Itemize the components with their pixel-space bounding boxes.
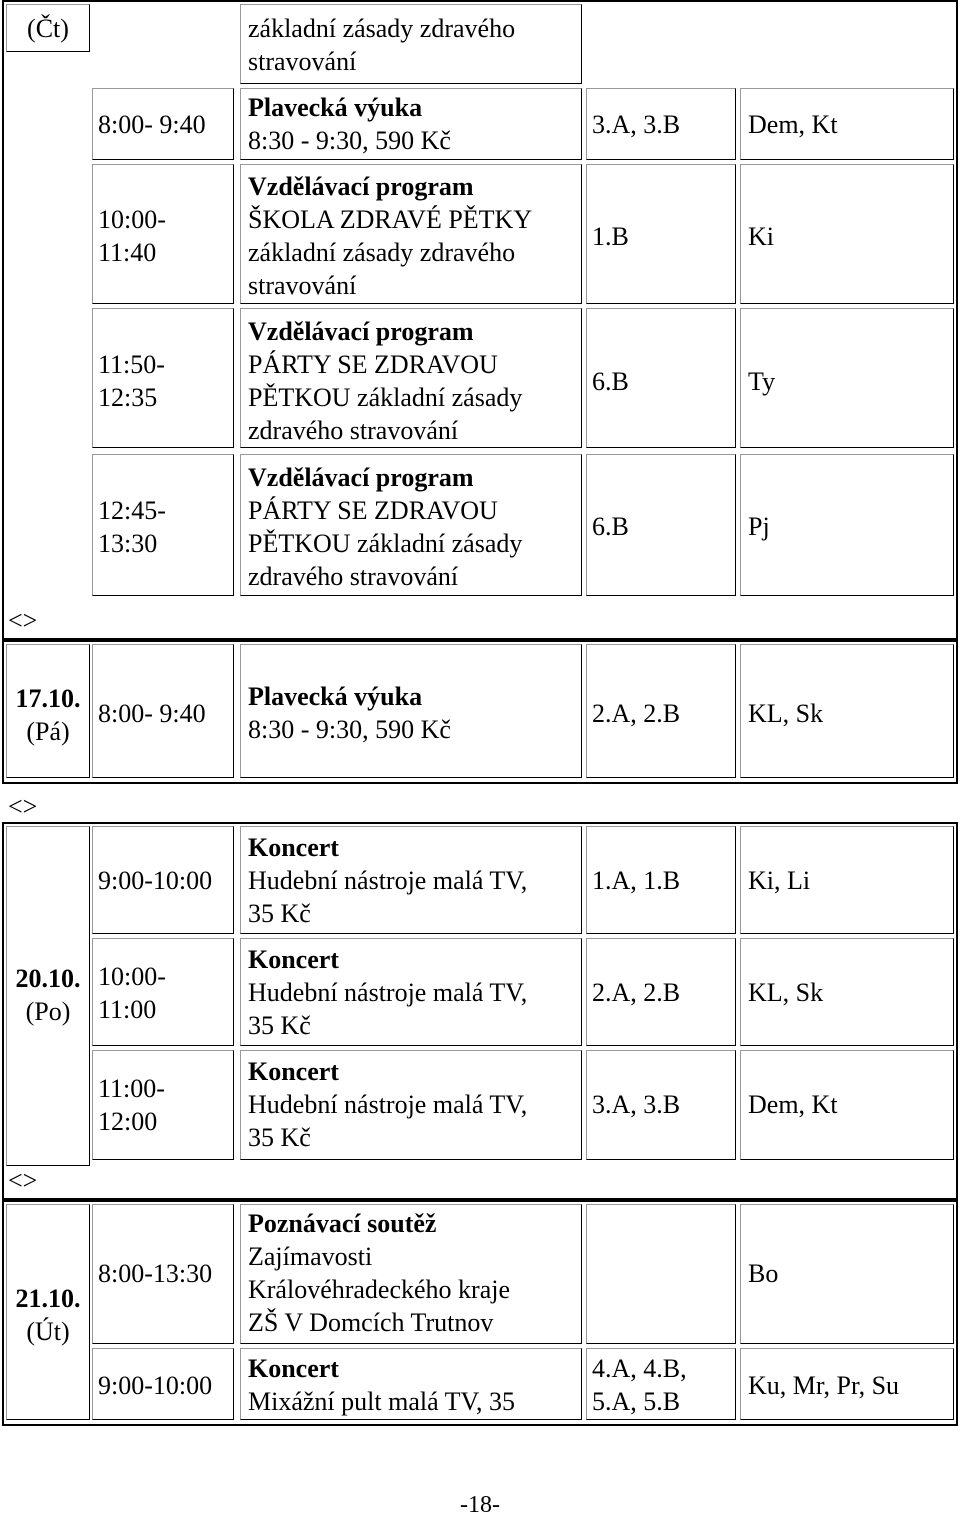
classes-label: 2.A, 2.B — [592, 699, 681, 728]
program-line: základní zásady zdravého — [248, 14, 516, 43]
page-number: -18- — [460, 1492, 500, 1518]
program-line: 35 Kč — [248, 1123, 311, 1152]
teacher-label: Dem, Kt — [748, 1090, 838, 1119]
program-line: Hudební nástroje malá TV, — [248, 978, 528, 1007]
teacher-label: Dem, Kt — [748, 110, 838, 139]
date-label: 21.10. — [15, 1284, 81, 1313]
program-line: PĚTKOU základní zásady — [248, 383, 523, 412]
time-label: 8:00-13:30 — [98, 1259, 213, 1288]
teacher-cell — [740, 454, 954, 596]
day-label: (Čt) — [27, 14, 69, 43]
program-line: PĚTKOU základní zásady — [248, 529, 523, 558]
program-line: 35 Kč — [248, 899, 311, 928]
teacher-label: Bo — [748, 1259, 779, 1288]
classes-label: 6.B — [592, 512, 629, 541]
program-line: zdravého stravování — [248, 416, 459, 445]
date-label: 17.10. — [15, 684, 81, 713]
program-line: stravování — [248, 47, 357, 76]
time-label: 12:45- — [98, 496, 166, 525]
program-title: Plavecká výuka — [248, 682, 423, 711]
teacher-label: Ki — [748, 222, 774, 251]
program-title: Plavecká výuka — [248, 93, 423, 122]
time-label: 10:00- — [98, 205, 166, 234]
time-label: 11:40 — [98, 238, 157, 267]
program-title: Koncert — [248, 1057, 339, 1086]
time-label: 9:00-10:00 — [98, 1371, 213, 1400]
teacher-label: KL, Sk — [748, 978, 824, 1007]
time-label: 11:00- — [98, 1074, 165, 1103]
program-line: Hudební nástroje malá TV, — [248, 1090, 528, 1119]
day-label: (Pá) — [26, 717, 70, 746]
classes-label: 4.A, 4.B, — [592, 1354, 687, 1383]
program-line: Zajímavosti — [248, 1242, 373, 1271]
program-line: PÁRTY SE ZDRAVOU — [248, 350, 498, 379]
separator-mark: <> — [8, 792, 38, 821]
program-title: Koncert — [248, 945, 339, 974]
time-label: 9:00-10:00 — [98, 866, 213, 895]
date-label: 20.10. — [15, 964, 81, 993]
time-label: 13:30 — [98, 529, 158, 558]
program-line: zdravého stravování — [248, 562, 459, 591]
classes-label: 1.A, 1.B — [592, 866, 681, 895]
classes-label: 3.A, 3.B — [592, 1090, 681, 1119]
teacher-label: Ku, Mr, Pr, Su — [748, 1371, 900, 1400]
program-line: 8:30 - 9:30, 590 Kč — [248, 126, 451, 155]
program-line: PÁRTY SE ZDRAVOU — [248, 496, 498, 525]
time-label: 10:00- — [98, 962, 166, 991]
program-line: ZŠ V Domcích Trutnov — [248, 1308, 494, 1337]
time-label: 11:50- — [98, 350, 165, 379]
teacher-label: KL, Sk — [748, 699, 824, 728]
time-label: 12:35 — [98, 383, 158, 412]
program-line: ŠKOLA ZDRAVÉ PĚTKY — [248, 205, 533, 234]
separator-mark: <> — [8, 1166, 38, 1195]
classes-label: 6.B — [592, 367, 629, 396]
program-title: Poznávací soutěž — [248, 1209, 437, 1238]
program-title: Vzdělávací program — [248, 463, 474, 492]
program-line: 8:30 - 9:30, 590 Kč — [248, 715, 451, 744]
time-label: 11:00 — [98, 995, 157, 1024]
time-label: 12:00 — [98, 1107, 158, 1136]
program-title: Koncert — [248, 1354, 339, 1383]
day-label: (Po) — [25, 997, 71, 1026]
teacher-label: Pj — [748, 512, 770, 541]
classes-label: 3.A, 3.B — [592, 110, 681, 139]
teacher-label: Ty — [748, 367, 776, 396]
program-line: Královéhradeckého kraje — [248, 1275, 511, 1304]
time-label: 8:00- 9:40 — [98, 699, 206, 728]
program-title: Vzdělávací program — [248, 172, 474, 201]
classes-label: 5.A, 5.B — [592, 1387, 681, 1416]
program-line: základní zásady zdravého — [248, 238, 516, 267]
program-line: Mixážní pult malá TV, 35 — [248, 1387, 515, 1416]
classes-cell — [586, 1204, 736, 1344]
program-line: 35 Kč — [248, 1011, 311, 1040]
classes-label: 1.B — [592, 222, 629, 251]
day-label: (Út) — [26, 1317, 70, 1346]
program-line: Hudební nástroje malá TV, — [248, 866, 528, 895]
program-title: Koncert — [248, 833, 339, 862]
time-label: 8:00- 9:40 — [98, 110, 206, 139]
separator-mark: <> — [8, 606, 38, 635]
program-line: stravování — [248, 271, 357, 300]
classes-label: 2.A, 2.B — [592, 978, 681, 1007]
program-title: Vzdělávací program — [248, 317, 474, 346]
teacher-label: Ki, Li — [748, 866, 811, 895]
